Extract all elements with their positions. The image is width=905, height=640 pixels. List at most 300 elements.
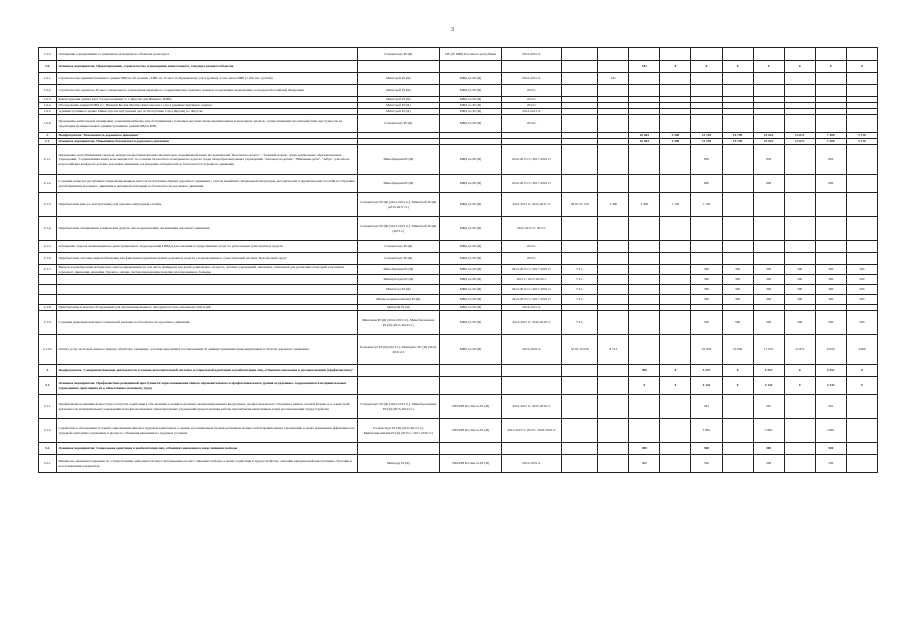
- row-value: 300: [784, 275, 815, 285]
- row-value: 850: [815, 145, 846, 175]
- row-text: Приобретение специальных технических средств для подразделений, организации дорожного движения: [57, 217, 358, 241]
- row-value: 7 200: [815, 133, 846, 139]
- row-term: 2014-2015 гг.: [502, 305, 562, 311]
- row-term: 2012 г.: [502, 97, 562, 103]
- row-value: 300: [691, 285, 722, 295]
- row-text: [57, 295, 358, 305]
- row-executor: Минстрой РС(Я): [357, 109, 439, 115]
- row-value: [784, 48, 815, 61]
- row-participant: МВД по РС(Я): [439, 253, 501, 265]
- row-id: [39, 285, 57, 295]
- row-executor: Минстрой РС(Я): [357, 73, 439, 85]
- row-term: 2012-2015 гг.: [502, 73, 562, 85]
- row-term: 2012-2015 гг.: [502, 48, 562, 61]
- row-value: 7 150: [691, 193, 722, 217]
- row-term: 2012-2019 гг.: [502, 455, 562, 473]
- row-value: [784, 455, 815, 473]
- row-id: 2.1.9.: [39, 311, 57, 335]
- row-kbk: 7.3.1.: [562, 265, 598, 275]
- row-value: 10 603: [629, 133, 660, 139]
- row-id: 2.1.2.: [39, 175, 57, 193]
- row-value: 0: [660, 61, 691, 73]
- row-value: 4 142: [815, 377, 846, 395]
- row-value: 7 150: [660, 193, 691, 217]
- row-value: [753, 253, 784, 265]
- row-executor: Минсвязи РС(Я) (2014-2015 гг.), Минобразование РС(Я) (2017-2019 гг.): [357, 311, 439, 335]
- table-row: [39, 311, 878, 335]
- row-kbk: [562, 365, 598, 377]
- table-row: [39, 48, 878, 61]
- row-value: [660, 395, 691, 419]
- row-value: 300: [722, 275, 753, 285]
- row-value: [722, 193, 753, 217]
- row-term: 2012-2015 гг. 2015-2019 гг.: [502, 395, 562, 419]
- row-executor: Госкомспорт РС(Я) (2012-2013 гг.), Минобразование РС(Я) (2015-2019 гг.): [357, 395, 439, 419]
- row-value: [598, 145, 629, 175]
- row-value: 300: [753, 295, 784, 305]
- row-value: [815, 217, 846, 241]
- row-value: 0: [846, 365, 877, 377]
- row-term: 2012 г.: [502, 103, 562, 109]
- row-text: Создание аудиовидеоконтента социальной рекламы по безопасности дорожного движения: [57, 311, 358, 335]
- row-executor: Минобрнауки РС(Я): [357, 175, 439, 193]
- row-value: [629, 285, 660, 295]
- row-value: 500: [784, 311, 815, 335]
- row-value: [722, 217, 753, 241]
- row-value: [753, 217, 784, 241]
- row-value: [691, 115, 722, 133]
- row-value: [815, 241, 846, 253]
- row-value: 0: [691, 61, 722, 73]
- row-value: 500: [753, 311, 784, 335]
- row-value: [629, 217, 660, 241]
- table-row: [39, 145, 878, 175]
- row-executor: Минтруд РС(Я): [357, 455, 439, 473]
- row-id: 1.6.1.: [39, 73, 57, 85]
- row-value: 500: [846, 311, 877, 335]
- row-value: [598, 175, 629, 193]
- row-value: [846, 85, 877, 97]
- row-participant: МВД по РС(Я): [439, 295, 501, 305]
- row-value: 3 881: [691, 419, 722, 443]
- row-participant: УФСИН России по РС(Я): [439, 455, 501, 473]
- row-value: 10 603: [629, 139, 660, 145]
- row-value: 2 490: [629, 193, 660, 217]
- row-value: 500: [691, 443, 722, 455]
- row-value: [660, 419, 691, 443]
- row-executor: Госкомспорт РС(Я): [357, 115, 439, 133]
- row-value: [846, 217, 877, 241]
- row-id: 1.6.3.: [39, 97, 57, 103]
- row-executor: Госкомспорт РС(Я): [357, 241, 439, 253]
- table-row: [39, 395, 878, 419]
- row-value: [815, 73, 846, 85]
- row-participant: МВД по РС(Я): [439, 85, 501, 97]
- row-value: [784, 217, 815, 241]
- table-row: [39, 73, 878, 85]
- row-term: [502, 365, 562, 377]
- row-value: 300: [815, 275, 846, 285]
- row-value: [722, 85, 753, 97]
- row-value: [722, 73, 753, 85]
- row-term: [502, 61, 562, 73]
- row-executor: [357, 365, 439, 377]
- row-value: [660, 443, 691, 455]
- row-value: [784, 73, 815, 85]
- row-id: 1.5.3.: [39, 48, 57, 61]
- row-value: [660, 175, 691, 193]
- table-row: [39, 175, 878, 193]
- row-participant: УФСИН России по РС(Я): [439, 419, 501, 443]
- row-executor: Минобрнауки РС(Я): [357, 145, 439, 175]
- row-id: [39, 295, 57, 305]
- table-row: [39, 115, 878, 133]
- row-value: [753, 85, 784, 97]
- row-value: 0: [815, 61, 846, 73]
- row-value: [722, 241, 753, 253]
- row-executor: [357, 61, 439, 73]
- row-participant: МВД по РС(Я): [439, 145, 501, 175]
- row-participant: МВД по РС(Я): [439, 97, 501, 103]
- row-kbk: 7.3.1.: [562, 311, 598, 335]
- row-value: [815, 85, 846, 97]
- row-value: 13 672: [784, 139, 815, 145]
- row-value: [846, 73, 877, 85]
- row-value: [598, 265, 629, 275]
- row-id: [39, 275, 57, 285]
- row-value: 0: [753, 61, 784, 73]
- table-row: [39, 455, 878, 473]
- row-text: [57, 285, 358, 295]
- row-value: 300: [784, 295, 815, 305]
- row-participant: МВД по РС(Я): [439, 103, 501, 109]
- row-value: 0: [846, 61, 877, 73]
- row-value: 300: [846, 275, 877, 285]
- program-table: [38, 47, 878, 473]
- row-value: 3 881: [753, 419, 784, 443]
- row-text: Оплата услуг почтовой связи по приему, обработке, хранению, доставке (вручению) постановлений об административных правонарушениях в области дорожного движения: [57, 335, 358, 365]
- row-executor: Госкомспорт РС(Я) (2015 г.), Минтранс РС (Я) (2016-2019 гг.): [357, 335, 439, 365]
- row-participant: [439, 377, 501, 395]
- row-value: [846, 115, 877, 133]
- row-value: [846, 175, 877, 193]
- row-value: [660, 295, 691, 305]
- row-value: [784, 115, 815, 133]
- row-value: [815, 193, 846, 217]
- row-value: 21 159: [691, 133, 722, 139]
- row-value: 600: [691, 175, 722, 193]
- row-value: 300: [784, 285, 815, 295]
- row-value: [784, 419, 815, 443]
- row-id: 1.6.4.: [39, 103, 57, 109]
- row-text: Подпрограмма "Совершенствование деятельности уголовно-исполнительной системы и социальной адаптации и реабилитации лиц, отбывших наказание и ресоциализации (профилактика)": [57, 365, 358, 377]
- row-value: 4 660: [846, 335, 877, 365]
- row-value: 300: [722, 285, 753, 295]
- row-text: Проведение республиканских смотров, конкурсов-фестивалей юных инспекторов, передвижной юных исследователей "Безопасное колесо", "Зеленый огонек" среди дошкольных образовательных учреждений, "Соревнования юных велосипедистов" по основам безопасного поведения на дорогах среди общеобразовательных учреждений, "Автокресло-детям", "Внимание-дети", "Зебра", участие во всероссийских конкурсах детских дорожных движения, награждение победителей по безопасности дорожного движения: [57, 145, 358, 175]
- row-kbk: [562, 85, 598, 97]
- row-kbk: [562, 175, 598, 193]
- row-term: 2012-2015 гг.; 2017-2019 гг.: [502, 175, 562, 193]
- row-value: [598, 443, 629, 455]
- row-value: [660, 48, 691, 61]
- row-term: 2013 г.: [502, 253, 562, 265]
- row-id: 3.1.1.: [39, 395, 57, 419]
- row-value: [753, 115, 784, 133]
- row-id: 2.1.5.: [39, 241, 57, 253]
- row-value: [660, 145, 691, 175]
- row-id: 3.: [39, 365, 57, 377]
- row-value: [629, 175, 660, 193]
- row-value: [784, 395, 815, 419]
- row-value: 15 022: [753, 139, 784, 145]
- row-value: [598, 395, 629, 419]
- row-value: [722, 395, 753, 419]
- row-executor: Госкомспорт РС(Я) (2012-2015 гг.), Минстрой РС(Я) (2015-2017 гг.): [357, 193, 439, 217]
- row-id: 2.1.3.: [39, 193, 57, 217]
- row-text: Основное мероприятие: Проектирование, строительство и проведение капитального, текущего ремонта объектов: [57, 61, 358, 73]
- row-value: 2 490: [660, 139, 691, 145]
- row-participant: МВД по РС(Я): [439, 217, 501, 241]
- row-value: [598, 295, 629, 305]
- row-kbk: [562, 48, 598, 61]
- row-text: Основное мероприятие: Повышение безопасности дорожного движения: [57, 139, 358, 145]
- row-kbk: 33 02 12 030: [562, 335, 598, 365]
- row-value: [784, 253, 815, 265]
- row-value: 0: [722, 61, 753, 73]
- row-value: 4 142: [691, 377, 722, 395]
- row-value: [846, 48, 877, 61]
- table-row: [39, 443, 878, 455]
- row-value: 5 257: [753, 365, 784, 377]
- row-kbk: [562, 145, 598, 175]
- row-value: 10 659: [722, 335, 753, 365]
- row-value: 0: [846, 377, 877, 395]
- row-value: 500: [815, 455, 846, 473]
- row-executor: Минстрой РС(Я): [357, 97, 439, 103]
- row-value: [629, 85, 660, 97]
- row-term: 2012 г.: [502, 85, 562, 97]
- table-row: [39, 377, 878, 395]
- table-row: [39, 193, 878, 217]
- row-value: 300: [691, 265, 722, 275]
- row-id: 1.6.5.: [39, 109, 57, 115]
- row-value: 13 672: [784, 133, 815, 139]
- row-text: Оснащение отделов экзаменационно-регистрационного подразделения ГИБДД для оказания государственных услуг по регистрации транспортных средств: [57, 241, 358, 253]
- row-value: 181: [598, 73, 629, 85]
- row-participant: [439, 365, 501, 377]
- row-value: [660, 73, 691, 85]
- row-value: [629, 395, 660, 419]
- row-participant: МВД по РС(Я): [439, 335, 501, 365]
- row-text: Профилактика рецидивной преступности путем содействия в обеспечении условий получения специализированных внеурочных, профессионального обучения в рамках сетевой формы, и в совместной деятельности исправительных учреждений и профессиональных образовательных учреждений предоставление работы при выбытии выпускников и при ресоциализации трудоустройства: [57, 395, 358, 419]
- row-value: 490: [629, 365, 660, 377]
- row-value: [784, 175, 815, 193]
- row-value: [753, 73, 784, 85]
- row-value: [629, 145, 660, 175]
- row-text: Строительство здания на 30 мест специального учреждения временного содержания иностранных граждан, подлежащих выдворению за пределы Российской Федерации: [57, 85, 358, 97]
- row-value: [598, 377, 629, 395]
- row-value: [722, 253, 753, 265]
- row-kbk: 7.3.1.: [562, 275, 598, 285]
- row-value: [846, 253, 877, 265]
- row-id: 3.2.1.: [39, 455, 57, 473]
- row-text: Приобретение (ввод в эксплуатацию) для дорожно-патрульной службы: [57, 193, 358, 217]
- row-value: 300: [753, 275, 784, 285]
- row-value: 600: [753, 175, 784, 193]
- table-row: [39, 285, 878, 295]
- row-text: Основное мероприятие: Социальная адаптация и реабилитация лиц, отбывших наказание в виде лишения свободы: [57, 443, 358, 455]
- row-value: 300: [753, 265, 784, 275]
- row-term: 2014 г.: [502, 115, 562, 133]
- row-value: [784, 443, 815, 455]
- row-participant: [439, 443, 501, 455]
- row-participant: МВД по РС(Я): [439, 73, 501, 85]
- row-value: [629, 311, 660, 335]
- row-value: [598, 365, 629, 377]
- row-executor: Минстрой РС(Я): [357, 85, 439, 97]
- row-id: 2.1.7.: [39, 265, 57, 275]
- row-term: 2014-2015 гг. 2016-2019 гг.: [502, 311, 562, 335]
- row-text: [57, 275, 358, 285]
- row-text: Финансово-правовая поддержка по осуществлению деятельности лиц освобожденных из мест лишения свободы, в целях содействия в трудоустройстве, оказании юридической консультации, обучении и восстановлении документов: [57, 455, 358, 473]
- row-value: 300: [784, 265, 815, 275]
- row-value: 500: [691, 311, 722, 335]
- row-text: Проведение капитальной планировки, оснащения мебелью для обслуживания с помощью местных правоохранительных и надзорных органов, осуществляющих противодействие преступности на территории муниципальных административных зданий ОВД и ИВС: [57, 115, 358, 133]
- row-value: [660, 217, 691, 241]
- row-value: [722, 115, 753, 133]
- row-value: [598, 115, 629, 133]
- row-value: [598, 285, 629, 295]
- row-value: [660, 455, 691, 473]
- row-value: [660, 115, 691, 133]
- row-value: [691, 73, 722, 85]
- row-value: 300: [691, 275, 722, 285]
- table-row: [39, 295, 878, 305]
- row-value: [598, 241, 629, 253]
- row-text: Приобретение и монтаж оборудования для автоматизированного автодрома на базе автошколы ДОСААФ: [57, 305, 358, 311]
- row-value: [598, 48, 629, 61]
- row-value: [722, 145, 753, 175]
- row-id: 3.1.2.: [39, 419, 57, 443]
- row-value: [691, 85, 722, 97]
- row-value: 2 490: [598, 193, 629, 217]
- row-value: [660, 335, 691, 365]
- row-value: [846, 145, 877, 175]
- row-id: 1.6.2.: [39, 85, 57, 97]
- row-participant: МВД по РС(Я): [439, 109, 501, 115]
- row-executor: Минмолодежьполитики РС(Я): [357, 295, 439, 305]
- row-kbk: [562, 377, 598, 395]
- row-value: 5 710: [846, 133, 877, 139]
- row-term: [502, 443, 562, 455]
- row-value: [598, 419, 629, 443]
- row-value: 0: [784, 365, 815, 377]
- row-participant: МВД по РС(Я): [439, 285, 501, 295]
- row-text: Содействие в обеспечении условий социализации Центров трудовой адаптации и создание и расширенных производственных мощностей исправительных учреждений, в целях повышения эффективности трудовой адаптации осужденных в процессе отбывания наказания на трудовых условиях: [57, 419, 358, 443]
- row-kbk: [562, 455, 598, 473]
- row-kbk: [562, 395, 598, 419]
- row-id: 3.1.: [39, 377, 57, 395]
- row-value: [598, 311, 629, 335]
- row-value: 10 659: [691, 335, 722, 365]
- row-value: 500: [815, 311, 846, 335]
- row-value: 3 881: [815, 419, 846, 443]
- row-value: [629, 115, 660, 133]
- row-value: [691, 253, 722, 265]
- row-kbk: [562, 419, 598, 443]
- row-value: 6 050: [815, 335, 846, 365]
- row-value: [784, 85, 815, 97]
- table-row: [39, 85, 878, 97]
- row-participant: УФСИН России по РС(Я): [439, 395, 501, 419]
- row-value: 4 142: [753, 377, 784, 395]
- row-value: 500: [753, 443, 784, 455]
- row-value: 5 257: [691, 365, 722, 377]
- row-term: 2012-2015 гг.; 2017-2019 гг.: [502, 145, 562, 175]
- row-value: 261: [753, 395, 784, 419]
- row-executor: Минобрнауки РС(Я): [357, 265, 439, 275]
- row-value: 490: [629, 443, 660, 455]
- row-value: [691, 241, 722, 253]
- row-kbk: 7.3.1.: [562, 295, 598, 305]
- row-value: 0: [660, 365, 691, 377]
- row-executor: Госкомспорт РС(Я) (2012-2013 гг.), Минпромразвития РС(Я) (2015 г.; 2017-2019 гг.): [357, 419, 439, 443]
- row-value: [846, 419, 877, 443]
- row-participant: МВД по РС(Я): [439, 311, 501, 335]
- row-executor: Госкомспорт РС(Я) (2012-2013 гг.), Минстрой РС(Я) (2015 г.): [357, 217, 439, 241]
- row-id: 2.1.8.: [39, 305, 57, 311]
- row-term: 2012-2013 гг.: [502, 109, 562, 115]
- row-value: 261: [691, 395, 722, 419]
- row-value: [629, 241, 660, 253]
- row-executor: Минстрой РС(Я): [357, 103, 439, 109]
- row-text: Выпуск и приобретение материалов: световозвращающих (в том числе фликеров) для детей дошкольного возраста, детских учреждений, школьных спектаклей для различных категорий участников дорожного движения, наклейки, буклеты, значки, световозвращающие изделия для школьников, баннеры: [57, 265, 358, 275]
- row-value: [722, 455, 753, 473]
- row-participant: МВД по РС(Я): [439, 275, 501, 285]
- row-id: 2.1.10.: [39, 335, 57, 365]
- page-number: 3: [451, 27, 454, 33]
- row-kbk: 29 05 55 150: [562, 193, 598, 217]
- row-text: Строительство административного здания ОВД на 30 человек с ИВС на 15 мест по Будаевскому улусу (район), в том числе ПИР (1 100 тыс. рублей): [57, 73, 358, 85]
- table-row: [39, 241, 878, 253]
- row-participant: МВД по РС(Я): [439, 115, 501, 133]
- row-value: [629, 265, 660, 275]
- table-row: [39, 365, 878, 377]
- table-row: [39, 265, 878, 275]
- row-value: [784, 193, 815, 217]
- row-value: 11 972: [753, 335, 784, 365]
- row-value: [691, 217, 722, 241]
- row-participant: МВД по РС(Я): [439, 241, 501, 253]
- row-value: 15 022: [753, 133, 784, 139]
- row-term: 2012-2013 гг. 2015-2017 гг.: [502, 193, 562, 217]
- row-id: 2.1.4.: [39, 217, 57, 241]
- row-value: 500: [722, 311, 753, 335]
- row-term: 2015 г.; 2017-2019 гг.: [502, 275, 562, 285]
- row-value: [660, 253, 691, 265]
- row-executor: Минкультуры РС(Я): [357, 275, 439, 285]
- row-value: [598, 253, 629, 265]
- row-term: 2015-2019 гг.: [502, 335, 562, 365]
- table-row: [39, 275, 878, 285]
- row-id: 3.2.: [39, 443, 57, 455]
- row-value: 0: [722, 365, 753, 377]
- row-value: 850: [691, 145, 722, 175]
- row-value: 0: [722, 377, 753, 395]
- row-value: 300: [815, 285, 846, 295]
- row-value: 19 799: [722, 133, 753, 139]
- row-value: 8 113: [598, 335, 629, 365]
